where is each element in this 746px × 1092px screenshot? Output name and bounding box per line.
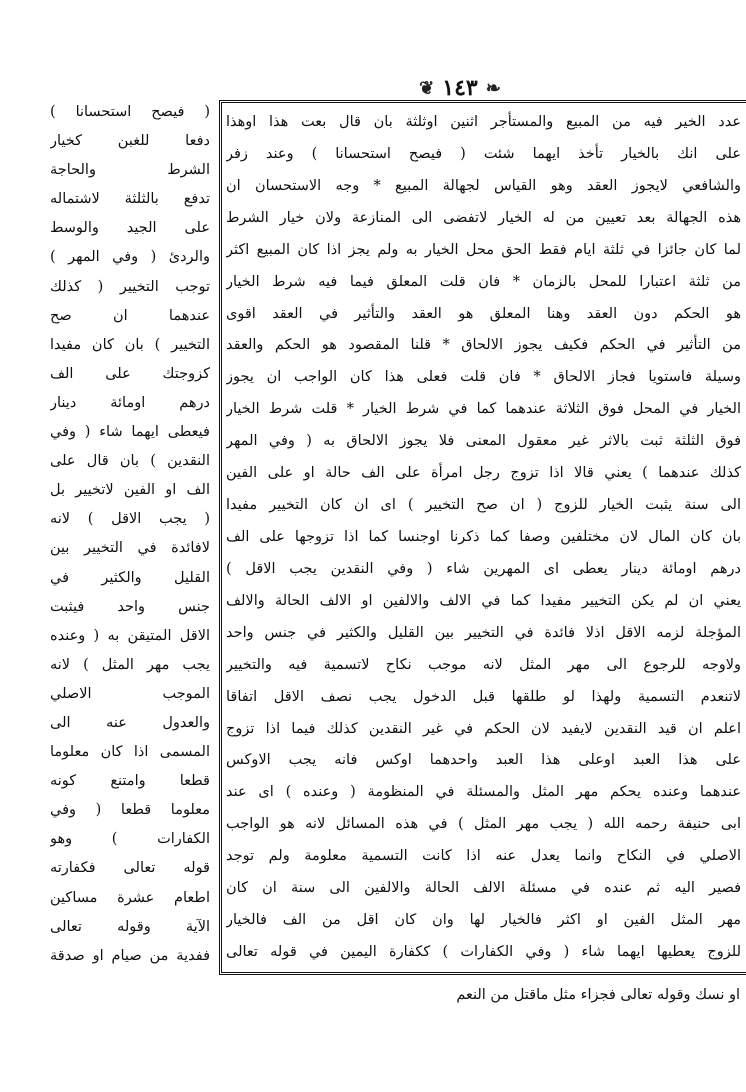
main-text-line: درهم اومائة دينار يعطى اى المهرين شاء ( وفي النقدين يجب الاقل ) [226, 560, 741, 577]
margin-line: درهم اومائة دينار [50, 394, 210, 411]
main-text-line: من ثلثة اعتبارا للمحل بالزمان * فان قلت المعلق فيما فيه شرط الخيار [226, 273, 741, 290]
page-number-header [395, 74, 525, 102]
main-text-line: لاتنعدم التسمية ولهذا لو طلقها قبل الدخول يجب نصف الاقل اتفاقا [226, 688, 741, 705]
margin-line: على الجيد والوسط [50, 220, 210, 237]
margin-line: فيعطى ايهما شاء ( وفي [50, 424, 210, 441]
main-text-line: وسيلة فاستويا فجاز الالحاق * فان قلت فعلى هذا كان الواجب ان يجوز [226, 369, 741, 386]
main-text-line: الخيار في المحل فوق الثلاثة عندهما كما في شرط الخيار * قلت شرط الخيار [226, 401, 741, 418]
right-ornament-icon: ❧ [485, 77, 501, 99]
main-text-line: لما كان جائزا في ثلثة ايام فقط الحق محل الخيار به ولم يجز اذا كان المبيع اكثر [226, 241, 741, 258]
main-text-line: الى سنة يثبت الخيار للزوج ( ان صح التخيير ) اى ان كان التخيير مفيدا [226, 497, 741, 514]
left-ornament-icon: ❦ [419, 77, 435, 99]
main-text-line: هذه الجهالة بعد تعيين من له الخيار لاتفضى الى المنازعة ولان خيار الشرط [226, 209, 741, 226]
margin-line: ( فيصح استحسانا ) [50, 104, 210, 120]
margin-line: قوله تعالى فكفارته [50, 860, 210, 877]
main-text-line: على هذا العبد اوعلى هذا العبد واحدهما اوكس فانه يجب الاوكس [226, 752, 741, 769]
margin-line: والعدول عنه الى [50, 714, 210, 731]
margin-line: الشرط والحاجة [50, 162, 210, 179]
margin-line: القليل والكثير في [50, 569, 210, 586]
margin-line: الكفارات ) وهو [50, 831, 210, 848]
margin-line: المسمى اذا كان معلوما [50, 744, 210, 761]
main-text-line: هو الحكم دون العقد وهنا المعلق هو العقد والتأثير في العقد اقوى [226, 305, 741, 322]
main-text-line: يعني ان لم يكن التخيير مفيدا كما في الالف والالفين او الالف الحالة والالف [226, 592, 741, 609]
margin-commentary [50, 98, 210, 970]
margin-line: لافائدة في التخيير بين [50, 540, 210, 557]
margin-line: تدفع بالثلثة لاشتماله [50, 191, 210, 208]
main-text-line: والشافعي لايجوز العقد وهو القياس لجهالة المبيع * وجه الاستحسان ان [226, 177, 741, 194]
margin-line: ففدية من صيام او صدقة [50, 947, 210, 964]
main-text-line: فصير اليه ثم عنده في مسئلة الالف الحالة والالفين الى سنة ان كان [226, 880, 741, 897]
main-text-line: ولاوجه للرجوع الى مهر المثل لانه موجب نكاح لاتسمية فيه والتخيير [226, 656, 741, 673]
main-text-line: من التأثير في الحكم فكيف يجوز الالحاق * قلنا المقصود هو الحكم والعقد [226, 337, 741, 354]
margin-line: جنس واحد فيثبت [50, 598, 210, 615]
main-text-line: المؤجلة لزمه الاقل اذلا فائدة في التخيير بين القليل والكثير في جنس واحد [226, 624, 741, 641]
main-text-line: عندهما وعنده يحكم مهر المثل والمسئلة في المنظومة ( وعنده ) اى عند [226, 784, 741, 801]
main-text-line: على انك بالخيار تأخذ ايهما شئت ( فيصح استحسانا ) وعند زفر [226, 145, 741, 162]
margin-line: النقدين ) بان قال على [50, 453, 210, 470]
margin-line: توجب التخيير ( كذلك [50, 278, 210, 295]
main-text-line: الاصلي في النكاح وانما يعدل عنه اذا كانت التسمية معلومة ولم توجد [226, 848, 741, 865]
main-text-line: ابى حنيفة رحمه الله ( يجب مهر المثل ) في هذه المسائل لانه هو الواجب [226, 816, 741, 833]
main-text-line: كذلك عندهما ) يعني قالا اذا تزوج رجل امرأة على الف حالة او على الفين [226, 465, 741, 482]
margin-line: الموجب الاصلي [50, 685, 210, 702]
page-number: ١٤٣ [442, 75, 478, 101]
main-text-block [226, 108, 741, 966]
margin-line: معلوما قطعا ( وفي [50, 802, 210, 819]
main-text-line: عدد الخير فيه من المبيع والمستأجر اثنين اوثلثة بان قال بعت هذا اوهذا [226, 114, 741, 130]
margin-line: كزوجتك على الف [50, 365, 210, 382]
main-text-line: مهر المثل الفين او اكثر فالخيار لها وان كان اقل من الف فالخيار [226, 912, 741, 929]
margin-line: اطعام عشرة مساكين [50, 889, 210, 906]
main-text-line: فوق الثلثة ثبت بالاثر غير معقول المعنى فلا يجوز الالحاق به ( وفي المهر [226, 433, 741, 450]
margin-line: يجب مهر المثل ) لانه [50, 656, 210, 673]
margin-line: الآية وقوله تعالى [50, 918, 210, 935]
main-text-line: للزوج يعطيها ايهما شاء ( وفي الكفارات ) ككفارة اليمين في قوله تعالى [226, 943, 741, 960]
margin-line: والردئ ( وفي المهر ) [50, 249, 210, 266]
margin-line: الف او الفين لاتخيير بل [50, 482, 210, 499]
margin-line: دفعا للغبن كخيار [50, 133, 210, 150]
margin-line: ( يجب الاقل ) لانه [50, 511, 210, 528]
margin-line: قطعا وامتنع كونه [50, 773, 210, 790]
margin-line: التخيير ) بان كان مفيدا [50, 336, 210, 353]
footer-continuation-line: او نسك وقوله تعالى فجزاء مثل ماقتل من النعم [456, 987, 740, 1003]
main-text-line: بان كان المال لان مختلفين وصفا كما ذكرنا اوجنسا كما اذا تزوجها على الف [226, 528, 741, 545]
margin-line: الاقل المتيقن به ( وعنده [50, 627, 210, 644]
margin-line: عندهما ان صح [50, 307, 210, 324]
main-text-line: اعلم ان قيد النقدين لايفيد لان الحكم في غير النقدين كذلك فيما اذا تزوج [226, 720, 741, 737]
